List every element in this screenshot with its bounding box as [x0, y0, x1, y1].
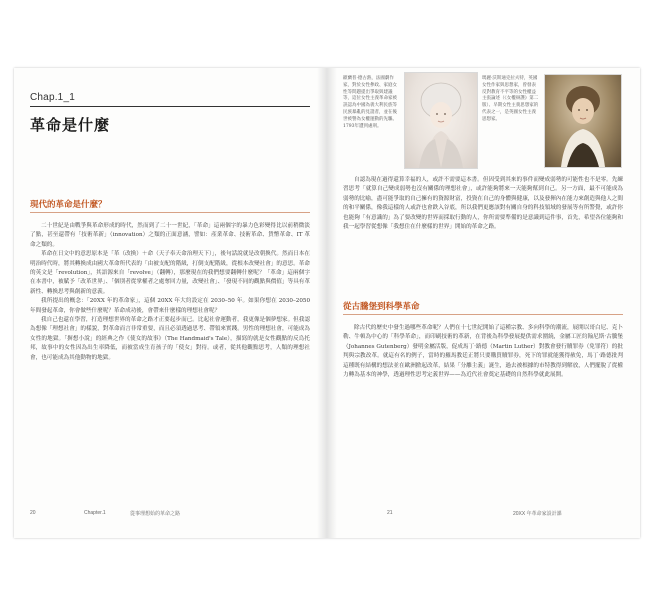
heading-rule [30, 212, 310, 213]
left-body-text [30, 222, 310, 363]
section-heading-modern-revolution: 現代的革命是什麼？ [30, 200, 107, 210]
portrait-mary-wollstonecraft [544, 74, 622, 168]
portrait-painting-icon [545, 75, 621, 167]
page-title: 革命是什麼 [30, 116, 111, 134]
chapter-label: Chap.1_1 [30, 92, 75, 103]
paragraph: 我所提出的概念：「20XX 年的革命家」，這個 20XX 年大約設定在 2030–50 年。如果你想在 2030–2050 年間發起革命，你會做些什麼呢？革命成功後，會帶來什麼樣的理想社會呢？ [30, 298, 310, 314]
paragraph: 除古代的歷史中發生過哪些革命呢？人們在十七世紀開始了這種宗教、多向科學的潮流，展開以哥白尼、克卜勒、牛頓為中心的「科學革命」，而印刷技術的革新，在背後為科學發展提供需求圍繞，金屬工匠約翰尼斯·古騰堡（Johannes Gutenberg）發明金屬活版，促成馬丁·路德（Martin Luther）對教會發行贖罪券（免罪符）的批判與宗教改革。就這有名的例子，當時的羅馬教廷正將只要購買贖罪券，死下的罪就能獲得赦免，馬丁·路德批判這種既有結構的想法並在歐洲掀起改革，結果「分離主義」誕生，過去被根據的市特教得到解放，人們擺脫了從權力轉為基本的神學，透過理性思考定義世界——為近代社會奠定基礎的自然科學就此展開。 [343, 325, 623, 379]
footer-title: 20XX 年革命家設計課 [513, 511, 562, 517]
footer-chapter: Chapter.1 [84, 510, 106, 516]
footer-page-number: 21 [387, 510, 393, 516]
portrait-caption-right: 瑪麗·沃斯通克拉夫特，英國女性作家與思想家，曾發表反對教育不平等的女性權益主張論述（《女權辯護》第二版）、早期女性主義思想家的代表之一，是英國女性主義思想家。 [482, 76, 539, 122]
right-body-text-bottom [343, 324, 623, 380]
right-body-text-top [343, 176, 623, 232]
paragraph: 革命在日文中的意思原本是「革（改換）＋命（天子奉天命治理天下）」，後句話說就是改朝換代。然而日本在明治時代時，將其轉換成由國大革命所代表的「由被支配的階級，打倒支配階級，從根本改變社會」的意思。革命的英文是「revolution」，其語源來自「revolve」（翻轉），那麼現在的我們想要翻轉什麼呢？「革命」這兩個字在本書中，被賦予「改革世界」、「個別者從掌權者之處奪回力量，改變社會」、「發現不同的觀點與價值」等具有革新性、轉換思考與創新的意義。 [30, 251, 310, 295]
portrait-caption-left: 歐蘭普·德古熱，法國劇作家，對於女性參政、家庭女性等問題提出爭取與建議等，這位女性主義革命家被誤認為中國為義大利民族等民族暴亂的見證者，並在後世被譽為女權運動的先驅。1793年遭到處刑。 [343, 76, 397, 129]
portrait-olympe-de-gouges [404, 72, 478, 169]
heading-rule [343, 314, 623, 315]
right-page [327, 68, 640, 538]
section-heading-gutenberg: 從古騰堡到科學革命 [343, 302, 420, 312]
book-spread [14, 68, 640, 538]
chapter-divider [30, 106, 310, 107]
footer-title: 從事理想始的革命之路 [130, 511, 181, 517]
footer-page-number: 20 [30, 510, 36, 516]
portrait-illustration-icon [405, 73, 477, 168]
paragraph: 自認為現在過得還算幸福的人，或許不需要這本書。但因受到其來的事件而變成弱勢的可能性也不是零。先練習思考「就算自己變成弱勢也沒有關係的理想社會」，或許能夠將來一天能夠幫到自己。另一方面，最不可能成為弱勢的比喻，盡可能爭取的自己擁有的資源財富，投資在自己的身體與健康，以及發揮內在能力來創造與他人之間的和平關係，像我這樣的人或許也會跌入谷底，所以我們更應該對有關自身的科技領域的發展等有所警覺，或許你也能夠「有意識的」為了要改變的世界而採取行動的人，你所需要準備的是意識到這件事，首先，希望各位能夠和我一起學習從想像「我想住在什麼樣的世界」開始的革命之路。 [343, 177, 623, 231]
paragraph: 二十世紀是由戰爭與革命形成的時代，然而到了二十一世紀，「革命」這兩個字的暴力色彩變得比以前稍微淡了點，甚至還帶有「技術革新」（innovation）之類的正面意涵，譬如：產業革命、技術革命、貨幣革命、IT 革命之類的。 [30, 223, 310, 248]
left-page [14, 68, 327, 538]
paragraph: 我自己也還在學習，打造理想世界的革命之路才正要起步而已。比起社會運動者，我更像是個夢想家。但我認為想像「理想社會」的樣貌，對革命而言非常重要，而且必須透過思考、帶領來實踐。男性的理想社會，可能成為女性的地獄。「摒想小說」的經典之作《使女的故事》（The Handmaid's Tale），描寫的就是女性觀點的反烏托邦，故事中的女性因為出生率降低，而被當成生育孩子的「使女」對待。或者，從其他觀點思考，人類的理想社會，也可能成為其他動物的地獄。 [30, 317, 310, 361]
